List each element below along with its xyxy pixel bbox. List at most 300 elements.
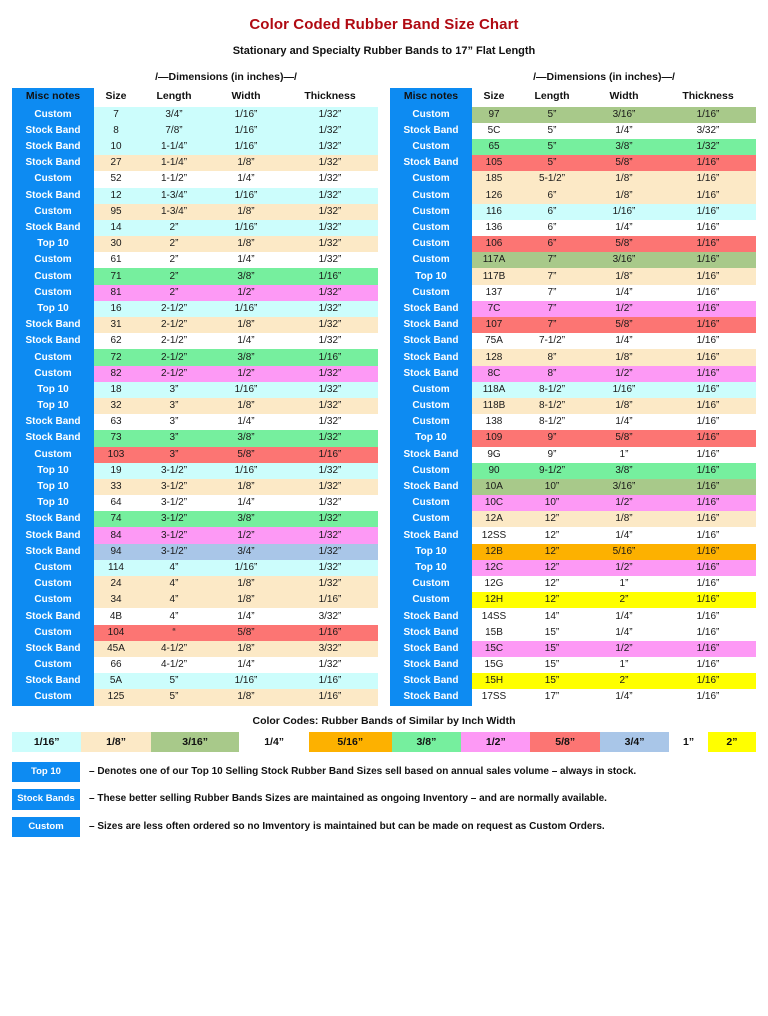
cell-size: 8 bbox=[94, 123, 138, 139]
cell-length: 8” bbox=[516, 349, 588, 365]
table-row bbox=[12, 592, 378, 608]
cell-width: 1” bbox=[588, 447, 660, 463]
cell-size: 12 bbox=[94, 188, 138, 204]
table-row bbox=[390, 268, 756, 284]
cell-misc-notes: Custom bbox=[390, 188, 472, 204]
cell-size: 27 bbox=[94, 155, 138, 171]
cell-length: 2-1/2” bbox=[138, 349, 210, 365]
cell-length: 9-1/2” bbox=[516, 463, 588, 479]
table-row bbox=[12, 641, 378, 657]
cell-misc-notes: Stock Band bbox=[12, 544, 94, 560]
cell-length: 5” bbox=[138, 673, 210, 689]
cell-width: 1/2” bbox=[210, 366, 282, 382]
cell-length: 1-3/4” bbox=[138, 188, 210, 204]
legend-swatch: 3/8” bbox=[392, 732, 461, 752]
cell-size: 185 bbox=[472, 171, 516, 187]
cell-width: 1/2” bbox=[588, 641, 660, 657]
right-table-wrapper bbox=[390, 71, 756, 706]
cell-size: 24 bbox=[94, 576, 138, 592]
table-row bbox=[390, 398, 756, 414]
table-row bbox=[12, 447, 378, 463]
cell-size: 65 bbox=[472, 139, 516, 155]
cell-thickness: 1/32” bbox=[282, 220, 378, 236]
cell-length: 2” bbox=[138, 268, 210, 284]
cell-misc-notes: Custom bbox=[390, 204, 472, 220]
column-header-length: Length bbox=[534, 90, 570, 103]
left-table-wrapper bbox=[12, 71, 378, 706]
cell-misc-notes: Custom bbox=[12, 560, 94, 576]
cell-length: 8-1/2” bbox=[516, 382, 588, 398]
table-row bbox=[12, 285, 378, 301]
cell-size: 14 bbox=[94, 220, 138, 236]
cell-size: 10 bbox=[94, 139, 138, 155]
cell-thickness: 1/16” bbox=[282, 268, 378, 284]
cell-size: 128 bbox=[472, 349, 516, 365]
cell-thickness: 1/16” bbox=[660, 527, 756, 543]
cell-thickness: 1/32” bbox=[282, 188, 378, 204]
cell-width: 1/16” bbox=[210, 382, 282, 398]
right-table-body bbox=[390, 107, 756, 706]
table-row bbox=[12, 268, 378, 284]
cell-width: 1/4” bbox=[210, 414, 282, 430]
cell-length: 4” bbox=[138, 576, 210, 592]
table-row bbox=[12, 430, 378, 446]
note-description: – Denotes one of our Top 10 Selling Stock Rubber Band Sizes sell based on annual sales volume – always in stock. bbox=[89, 765, 637, 777]
cell-size: 118A bbox=[472, 382, 516, 398]
cell-length: 1-1/2” bbox=[138, 171, 210, 187]
table-row bbox=[12, 123, 378, 139]
cell-misc-notes: Stock Band bbox=[390, 301, 472, 317]
cell-length: 8-1/2” bbox=[516, 414, 588, 430]
table-row bbox=[12, 495, 378, 511]
cell-width: 1/8” bbox=[210, 236, 282, 252]
cell-misc-notes: Custom bbox=[12, 268, 94, 284]
cell-thickness: 1/16” bbox=[660, 576, 756, 592]
cell-length: 3” bbox=[138, 382, 210, 398]
cell-size: 84 bbox=[94, 527, 138, 543]
cell-length: 10” bbox=[516, 495, 588, 511]
cell-length: 3-1/2” bbox=[138, 463, 210, 479]
cell-size: 107 bbox=[472, 317, 516, 333]
table-row bbox=[12, 301, 378, 317]
cell-size: 12SS bbox=[472, 527, 516, 543]
table-row bbox=[12, 689, 378, 705]
table-row bbox=[12, 463, 378, 479]
cell-misc-notes: Custom bbox=[390, 511, 472, 527]
cell-width: 1” bbox=[588, 576, 660, 592]
cell-misc-notes: Custom bbox=[12, 592, 94, 608]
cell-thickness: 1/16” bbox=[660, 447, 756, 463]
cell-width: 1/8” bbox=[588, 268, 660, 284]
cell-width: 2” bbox=[588, 592, 660, 608]
cell-size: 75A bbox=[472, 333, 516, 349]
legend-swatch: 5/8” bbox=[530, 732, 599, 752]
cell-size: 125 bbox=[94, 689, 138, 705]
cell-thickness: 1/32” bbox=[282, 333, 378, 349]
cell-width: 1/16” bbox=[210, 123, 282, 139]
cell-length: 6” bbox=[516, 188, 588, 204]
cell-thickness: 1/16” bbox=[660, 560, 756, 576]
column-header-thickness: Thickness bbox=[304, 90, 356, 103]
legend-swatch: 5/16” bbox=[309, 732, 392, 752]
cell-length: 9” bbox=[516, 447, 588, 463]
cell-length: 3/4” bbox=[138, 107, 210, 123]
cell-size: 45A bbox=[94, 641, 138, 657]
cell-thickness: 3/32” bbox=[282, 641, 378, 657]
cell-misc-notes: Custom bbox=[12, 366, 94, 382]
cell-thickness: 1/16” bbox=[660, 479, 756, 495]
cell-length: 2” bbox=[138, 252, 210, 268]
size-tables-container bbox=[0, 71, 768, 706]
cell-thickness: 1/16” bbox=[282, 673, 378, 689]
cell-length: 4” bbox=[138, 592, 210, 608]
note-row bbox=[12, 762, 756, 783]
cell-width: 1/8” bbox=[210, 398, 282, 414]
table-row bbox=[12, 220, 378, 236]
legend-swatch: 1/2” bbox=[461, 732, 530, 752]
cell-length: 2-1/2” bbox=[138, 366, 210, 382]
cell-thickness: 1/16” bbox=[660, 236, 756, 252]
table-row bbox=[12, 544, 378, 560]
cell-thickness: 1/16” bbox=[660, 608, 756, 624]
table-row bbox=[12, 317, 378, 333]
cell-size: 52 bbox=[94, 171, 138, 187]
cell-thickness: 1/32” bbox=[282, 285, 378, 301]
legend-swatch: 2” bbox=[708, 732, 756, 752]
legend-swatch: 1/8” bbox=[81, 732, 150, 752]
cell-thickness: 1/16” bbox=[660, 366, 756, 382]
cell-length: “ bbox=[138, 625, 210, 641]
cell-width: 1/16” bbox=[588, 382, 660, 398]
cell-length: 4” bbox=[138, 608, 210, 624]
cell-size: 15B bbox=[472, 625, 516, 641]
cell-misc-notes: Stock Band bbox=[390, 673, 472, 689]
left-size-table bbox=[12, 88, 378, 706]
cell-length: 3-1/2” bbox=[138, 544, 210, 560]
table-row bbox=[12, 657, 378, 673]
cell-width: 1/8” bbox=[588, 398, 660, 414]
cell-thickness: 1/16” bbox=[660, 382, 756, 398]
cell-thickness: 1/16” bbox=[660, 171, 756, 187]
table-row bbox=[390, 544, 756, 560]
page-subtitle: Stationary and Specialty Rubber Bands to 17” Flat Length bbox=[232, 45, 536, 57]
cell-length: 6” bbox=[516, 204, 588, 220]
table-row bbox=[12, 349, 378, 365]
cell-misc-notes: Custom bbox=[390, 220, 472, 236]
column-header-width: Width bbox=[609, 90, 639, 103]
cell-size: 64 bbox=[94, 495, 138, 511]
cell-width: 1/8” bbox=[210, 641, 282, 657]
cell-thickness: 1/16” bbox=[660, 268, 756, 284]
cell-size: 15G bbox=[472, 657, 516, 673]
table-row bbox=[390, 349, 756, 365]
cell-misc-notes: Stock Band bbox=[12, 155, 94, 171]
cell-length: 12” bbox=[516, 592, 588, 608]
table-row bbox=[390, 285, 756, 301]
cell-width: 1/16” bbox=[210, 301, 282, 317]
cell-size: 72 bbox=[94, 349, 138, 365]
cell-misc-notes: Stock Band bbox=[12, 139, 94, 155]
cell-thickness: 1/32” bbox=[282, 430, 378, 446]
cell-size: 15C bbox=[472, 641, 516, 657]
table-row bbox=[390, 366, 756, 382]
column-header-misc-notes: Misc notes bbox=[12, 88, 94, 107]
cell-size: 9G bbox=[472, 447, 516, 463]
cell-size: 17SS bbox=[472, 689, 516, 705]
cell-length: 3-1/2” bbox=[138, 511, 210, 527]
cell-length: 14” bbox=[516, 608, 588, 624]
cell-length: 5” bbox=[138, 689, 210, 705]
table-row bbox=[390, 317, 756, 333]
cell-width: 1/8” bbox=[588, 171, 660, 187]
cell-width: 1/4” bbox=[210, 252, 282, 268]
cell-thickness: 1/16” bbox=[660, 317, 756, 333]
cell-misc-notes: Stock Band bbox=[390, 657, 472, 673]
cell-thickness: 1/16” bbox=[660, 301, 756, 317]
table-row bbox=[12, 107, 378, 123]
cell-misc-notes: Stock Band bbox=[12, 527, 94, 543]
cell-size: 34 bbox=[94, 592, 138, 608]
cell-misc-notes: Stock Band bbox=[390, 349, 472, 365]
table-row bbox=[12, 333, 378, 349]
table-row bbox=[390, 673, 756, 689]
table-row bbox=[390, 463, 756, 479]
cell-misc-notes: Stock Band bbox=[12, 430, 94, 446]
left-table-body bbox=[12, 107, 378, 706]
cell-width: 1/4” bbox=[588, 625, 660, 641]
right-size-table bbox=[390, 88, 756, 706]
cell-thickness: 1/16” bbox=[660, 689, 756, 705]
cell-width: 3/16” bbox=[588, 479, 660, 495]
cell-misc-notes: Custom bbox=[12, 349, 94, 365]
cell-thickness: 1/16” bbox=[660, 188, 756, 204]
cell-width: 1/2” bbox=[210, 527, 282, 543]
cell-size: 71 bbox=[94, 268, 138, 284]
cell-size: 117A bbox=[472, 252, 516, 268]
cell-length: 15” bbox=[516, 641, 588, 657]
cell-width: 1/8” bbox=[210, 155, 282, 171]
table-row bbox=[12, 576, 378, 592]
cell-thickness: 1/16” bbox=[660, 641, 756, 657]
cell-misc-notes: Custom bbox=[390, 592, 472, 608]
cell-width: 1/4” bbox=[588, 333, 660, 349]
cell-length: 12” bbox=[516, 511, 588, 527]
cell-size: 66 bbox=[94, 657, 138, 673]
cell-length: 4-1/2” bbox=[138, 641, 210, 657]
cell-thickness: 1/32” bbox=[282, 511, 378, 527]
cell-misc-notes: Custom bbox=[390, 382, 472, 398]
cell-width: 1/8” bbox=[210, 204, 282, 220]
table-row bbox=[390, 608, 756, 624]
cell-size: 16 bbox=[94, 301, 138, 317]
table-row bbox=[390, 511, 756, 527]
cell-width: 1/8” bbox=[210, 576, 282, 592]
cell-size: 117B bbox=[472, 268, 516, 284]
cell-misc-notes: Custom bbox=[12, 204, 94, 220]
cell-length: 5-1/2” bbox=[516, 171, 588, 187]
table-row bbox=[12, 673, 378, 689]
cell-width: 5/8” bbox=[588, 155, 660, 171]
cell-misc-notes: Stock Band bbox=[12, 333, 94, 349]
cell-width: 3/8” bbox=[210, 349, 282, 365]
table-row bbox=[12, 560, 378, 576]
cell-length: 2” bbox=[138, 285, 210, 301]
cell-thickness: 1/16” bbox=[660, 414, 756, 430]
cell-thickness: 1/32” bbox=[282, 382, 378, 398]
cell-length: 8” bbox=[516, 366, 588, 382]
cell-misc-notes: Stock Band bbox=[390, 333, 472, 349]
cell-length: 7” bbox=[516, 285, 588, 301]
cell-size: 30 bbox=[94, 236, 138, 252]
cell-thickness: 1/32” bbox=[660, 139, 756, 155]
cell-length: 3” bbox=[138, 430, 210, 446]
cell-length: 2” bbox=[138, 236, 210, 252]
cell-size: 74 bbox=[94, 511, 138, 527]
cell-width: 3/16” bbox=[588, 107, 660, 123]
cell-misc-notes: Stock Band bbox=[390, 447, 472, 463]
note-row bbox=[12, 817, 756, 838]
note-description: – These better selling Rubber Bands Sizes are maintained as ongoing Inventory – and are normally available. bbox=[89, 793, 607, 805]
cell-length: 8-1/2” bbox=[516, 398, 588, 414]
cell-thickness: 3/32” bbox=[660, 123, 756, 139]
cell-size: 81 bbox=[94, 285, 138, 301]
cell-width: 3/16” bbox=[588, 252, 660, 268]
cell-width: 1/4” bbox=[588, 220, 660, 236]
cell-size: 126 bbox=[472, 188, 516, 204]
table-row bbox=[390, 625, 756, 641]
legend-title: Color Codes: Rubber Bands of Similar by Inch Width bbox=[252, 714, 516, 727]
cell-size: 116 bbox=[472, 204, 516, 220]
cell-width: 1/4” bbox=[210, 333, 282, 349]
note-spacer bbox=[12, 782, 756, 789]
footer-notes bbox=[12, 762, 756, 838]
cell-width: 5/16” bbox=[588, 544, 660, 560]
cell-size: 18 bbox=[94, 382, 138, 398]
cell-misc-notes: Custom bbox=[390, 414, 472, 430]
table-row bbox=[390, 139, 756, 155]
cell-misc-notes: Stock Band bbox=[390, 527, 472, 543]
cell-width: 1” bbox=[588, 657, 660, 673]
cell-size: 33 bbox=[94, 479, 138, 495]
table-row bbox=[390, 220, 756, 236]
cell-misc-notes: Stock Band bbox=[12, 123, 94, 139]
cell-misc-notes: Custom bbox=[390, 139, 472, 155]
cell-width: 1/4” bbox=[588, 608, 660, 624]
table-row bbox=[12, 366, 378, 382]
table-row bbox=[390, 689, 756, 705]
cell-misc-notes: Custom bbox=[390, 495, 472, 511]
cell-misc-notes: Custom bbox=[390, 285, 472, 301]
cell-width: 3/8” bbox=[588, 139, 660, 155]
cell-size: 105 bbox=[472, 155, 516, 171]
cell-misc-notes: Custom bbox=[12, 657, 94, 673]
cell-length: 7” bbox=[516, 252, 588, 268]
cell-size: 63 bbox=[94, 414, 138, 430]
cell-size: 12C bbox=[472, 560, 516, 576]
cell-thickness: 1/32” bbox=[282, 657, 378, 673]
cell-size: 14SS bbox=[472, 608, 516, 624]
cell-thickness: 1/16” bbox=[282, 592, 378, 608]
cell-thickness: 1/32” bbox=[282, 366, 378, 382]
cell-width: 1/8” bbox=[210, 479, 282, 495]
cell-length: 3” bbox=[138, 414, 210, 430]
cell-misc-notes: Stock Band bbox=[12, 414, 94, 430]
table-row bbox=[390, 382, 756, 398]
cell-size: 12A bbox=[472, 511, 516, 527]
cell-misc-notes: Stock Band bbox=[390, 155, 472, 171]
cell-thickness: 1/16” bbox=[282, 689, 378, 705]
table-row bbox=[12, 625, 378, 641]
cell-length: 7” bbox=[516, 301, 588, 317]
cell-size: 95 bbox=[94, 204, 138, 220]
table-row bbox=[390, 414, 756, 430]
cell-misc-notes: Custom bbox=[390, 398, 472, 414]
table-row bbox=[390, 479, 756, 495]
cell-misc-notes: Top 10 bbox=[390, 544, 472, 560]
cell-width: 3/8” bbox=[210, 511, 282, 527]
cell-thickness: 1/16” bbox=[660, 625, 756, 641]
cell-width: 1/16” bbox=[588, 204, 660, 220]
table-row bbox=[390, 333, 756, 349]
note-spacer bbox=[12, 810, 756, 817]
table-row bbox=[390, 657, 756, 673]
cell-length: 2-1/2” bbox=[138, 317, 210, 333]
table-row bbox=[390, 641, 756, 657]
cell-thickness: 1/32” bbox=[282, 107, 378, 123]
cell-width: 3/8” bbox=[210, 268, 282, 284]
cell-length: 7” bbox=[516, 317, 588, 333]
cell-width: 1/4” bbox=[210, 171, 282, 187]
cell-misc-notes: Top 10 bbox=[12, 463, 94, 479]
cell-width: 1/4” bbox=[588, 285, 660, 301]
table-row bbox=[390, 430, 756, 446]
cell-thickness: 1/32” bbox=[282, 301, 378, 317]
cell-misc-notes: Top 10 bbox=[12, 382, 94, 398]
cell-length: 3-1/2” bbox=[138, 495, 210, 511]
cell-misc-notes: Custom bbox=[12, 625, 94, 641]
cell-misc-notes: Top 10 bbox=[390, 560, 472, 576]
cell-length: 9” bbox=[516, 430, 588, 446]
cell-thickness: 1/32” bbox=[282, 398, 378, 414]
cell-size: 73 bbox=[94, 430, 138, 446]
table-row bbox=[12, 236, 378, 252]
cell-size: 118B bbox=[472, 398, 516, 414]
table-row bbox=[12, 479, 378, 495]
cell-width: 5/8” bbox=[210, 625, 282, 641]
cell-misc-notes: Custom bbox=[390, 252, 472, 268]
cell-misc-notes: Stock Band bbox=[12, 511, 94, 527]
page-title: Color Coded Rubber Band Size Chart bbox=[249, 16, 519, 33]
cell-misc-notes: Top 10 bbox=[12, 479, 94, 495]
note-tag-badge: Custom bbox=[12, 817, 80, 838]
table-row bbox=[390, 447, 756, 463]
cell-misc-notes: Stock Band bbox=[390, 689, 472, 705]
table-row bbox=[390, 301, 756, 317]
right-dimensions-header: /—Dimensions (in inches)—/ bbox=[533, 71, 675, 83]
cell-length: 1-1/4” bbox=[138, 139, 210, 155]
table-row bbox=[12, 382, 378, 398]
cell-size: 19 bbox=[94, 463, 138, 479]
cell-misc-notes: Top 10 bbox=[12, 301, 94, 317]
cell-width: 1/16” bbox=[210, 220, 282, 236]
cell-misc-notes: Stock Band bbox=[390, 625, 472, 641]
cell-length: 3” bbox=[138, 447, 210, 463]
cell-thickness: 1/16” bbox=[660, 592, 756, 608]
cell-thickness: 1/16” bbox=[660, 155, 756, 171]
left-table-header-row bbox=[12, 88, 378, 107]
table-row bbox=[12, 252, 378, 268]
cell-length: 5” bbox=[516, 123, 588, 139]
